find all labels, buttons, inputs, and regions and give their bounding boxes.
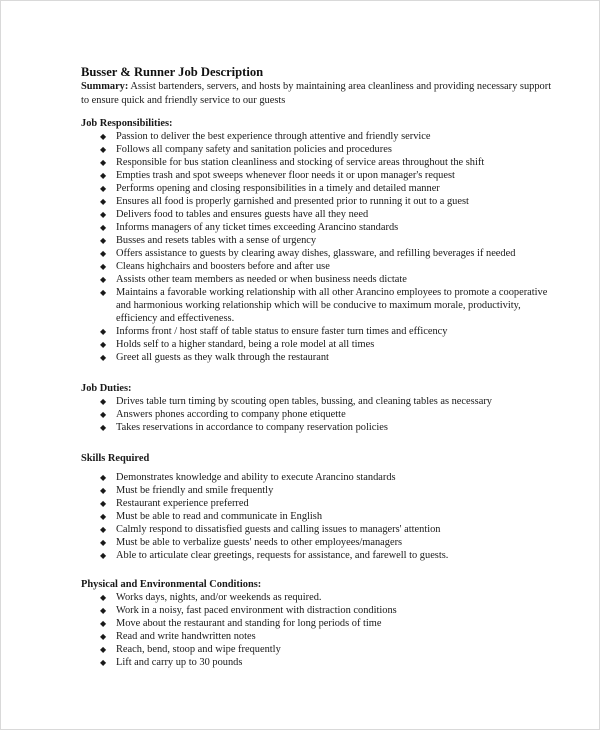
- list-item: [81, 536, 561, 549]
- list-item-text: Passion to deliver the best experience through attentive and friendly service: [116, 131, 431, 142]
- list-item: [81, 408, 561, 421]
- list-item: [81, 286, 561, 325]
- summary-paragraph: [81, 80, 561, 108]
- diamond-bullet-icon: ◆: [100, 197, 107, 206]
- list-item: [81, 604, 561, 617]
- list-item-text: Maintains a favorable working relationship with all other Arancino employees to promote a cooperative and harmonious working relationship which will be conducive to maximum morale, productivity, efficiency and effectiveness.: [116, 287, 548, 324]
- list-item-text: Read and write handwritten notes: [116, 631, 256, 642]
- list-item: [81, 273, 561, 286]
- list-item: [81, 247, 561, 260]
- list-item: [81, 130, 561, 143]
- diamond-bullet-icon: ◆: [100, 645, 107, 654]
- diamond-bullet-icon: ◆: [100, 525, 107, 534]
- diamond-bullet-icon: ◆: [100, 397, 107, 406]
- list-item-text: Must be able to verbalize guests' needs to other employees/managers: [116, 537, 403, 548]
- list-item-text: Ensures all food is properly garnished and presented prior to running it out to a guest: [116, 196, 469, 207]
- list-item: [81, 591, 561, 604]
- list-item: [81, 497, 561, 510]
- diamond-bullet-icon: ◆: [100, 619, 107, 628]
- list-item-text: Lift and carry up to 30 pounds: [116, 657, 243, 668]
- responsibilities-list: [81, 130, 561, 364]
- diamond-bullet-icon: ◆: [100, 551, 107, 560]
- list-item-text: Performs opening and closing responsibilities in a timely and detailed manner: [116, 183, 440, 194]
- list-item-text: Responsible for bus station cleanliness and stocking of service areas throughout the shift: [116, 157, 485, 168]
- diamond-bullet-icon: ◆: [100, 288, 107, 297]
- diamond-bullet-icon: ◆: [100, 423, 107, 432]
- section-heading: Job Responsibilities:: [81, 118, 173, 129]
- list-item: [81, 630, 561, 643]
- list-item: [81, 182, 561, 195]
- list-item-text: Offers assistance to guests by clearing away dishes, glassware, and refilling beverages if needed: [116, 248, 516, 259]
- document-title: Busser & Runner Job Description: [81, 65, 264, 79]
- list-item: [81, 234, 561, 247]
- diamond-bullet-icon: ◆: [100, 171, 107, 180]
- list-item: [81, 325, 561, 338]
- diamond-bullet-icon: ◆: [100, 606, 107, 615]
- list-item-text: Empties trash and spot sweeps whenever floor needs it or upon manager's request: [116, 170, 455, 181]
- list-item-text: Delivers food to tables and ensures guests have all they need: [116, 209, 369, 220]
- list-item: [81, 471, 561, 484]
- list-item-text: Cleans highchairs and boosters before and after use: [116, 261, 330, 272]
- diamond-bullet-icon: ◆: [100, 223, 107, 232]
- diamond-bullet-icon: ◆: [100, 512, 107, 521]
- diamond-bullet-icon: ◆: [100, 158, 107, 167]
- list-item: [81, 143, 561, 156]
- list-item: [81, 260, 561, 273]
- list-item-text: Answers phones according to company phone etiquette: [116, 409, 346, 420]
- list-item-text: Demonstrates knowledge and ability to execute Arancino standards: [116, 472, 396, 483]
- diamond-bullet-icon: ◆: [100, 262, 107, 271]
- list-item-text: Informs front / host staff of table status to ensure faster turn times and efficency: [116, 326, 448, 337]
- diamond-bullet-icon: ◆: [100, 145, 107, 154]
- diamond-bullet-icon: ◆: [100, 499, 107, 508]
- list-item-text: Work in a noisy, fast paced environment with distraction conditions: [116, 605, 397, 616]
- list-item: [81, 523, 561, 536]
- section-physical-conditions: [81, 578, 561, 669]
- diamond-bullet-icon: ◆: [100, 538, 107, 547]
- document-content: [81, 65, 561, 669]
- list-item: [81, 549, 561, 562]
- duties-list: [81, 395, 561, 434]
- list-item: [81, 156, 561, 169]
- list-item: [81, 510, 561, 523]
- diamond-bullet-icon: ◆: [100, 249, 107, 258]
- list-item-text: Works days, nights, and/or weekends as required.: [116, 592, 322, 603]
- section-job-duties: [81, 382, 561, 434]
- diamond-bullet-icon: ◆: [100, 275, 107, 284]
- list-item: [81, 617, 561, 630]
- list-item: [81, 395, 561, 408]
- diamond-bullet-icon: ◆: [100, 486, 107, 495]
- list-item: [81, 421, 561, 434]
- list-item-text: Must be friendly and smile frequently: [116, 485, 274, 496]
- list-item: [81, 338, 561, 351]
- list-item-text: Busses and resets tables with a sense of urgency: [116, 235, 317, 246]
- list-item: [81, 656, 561, 669]
- diamond-bullet-icon: ◆: [100, 132, 107, 141]
- section-heading: Job Duties:: [81, 383, 132, 394]
- list-item-text: Informs managers of any ticket times exceeding Arancino standards: [116, 222, 399, 233]
- list-item-text: Follows all company safety and sanitation policies and procedures: [116, 144, 392, 155]
- list-item-text: Assists other team members as needed or when business needs dictate: [116, 274, 407, 285]
- list-item-text: Greet all guests as they walk through the restaurant: [116, 352, 329, 363]
- conditions-list: [81, 591, 561, 669]
- list-item: [81, 169, 561, 182]
- list-item: [81, 484, 561, 497]
- section-heading: Skills Required: [81, 453, 150, 464]
- diamond-bullet-icon: ◆: [100, 473, 107, 482]
- list-item: [81, 195, 561, 208]
- list-item-text: Able to articulate clear greetings, requests for assistance, and farewell to guests.: [116, 550, 449, 561]
- list-item: [81, 643, 561, 656]
- diamond-bullet-icon: ◆: [100, 593, 107, 602]
- list-item-text: Drives table turn timing by scouting open tables, bussing, and cleaning tables as necessary: [116, 396, 492, 407]
- section-heading: Physical and Environmental Conditions:: [81, 579, 262, 590]
- diamond-bullet-icon: ◆: [100, 184, 107, 193]
- section-skills-required: [81, 452, 561, 562]
- diamond-bullet-icon: ◆: [100, 340, 107, 349]
- diamond-bullet-icon: ◆: [100, 410, 107, 419]
- list-item-text: Must be able to read and communicate in English: [116, 511, 323, 522]
- list-item-text: Reach, bend, stoop and wipe frequently: [116, 644, 281, 655]
- list-item: [81, 221, 561, 234]
- list-item-text: Restaurant experience preferred: [116, 498, 249, 509]
- list-item-text: Move about the restaurant and standing for long periods of time: [116, 618, 382, 629]
- diamond-bullet-icon: ◆: [100, 658, 107, 667]
- diamond-bullet-icon: ◆: [100, 210, 107, 219]
- summary-label: Summary:: [81, 81, 129, 92]
- list-item: [81, 351, 561, 364]
- diamond-bullet-icon: ◆: [100, 632, 107, 641]
- diamond-bullet-icon: ◆: [100, 353, 107, 362]
- list-item-text: Takes reservations in accordance to company reservation policies: [116, 422, 388, 433]
- diamond-bullet-icon: ◆: [100, 236, 107, 245]
- summary-text: Assist bartenders, servers, and hosts by maintaining area cleanliness and providing necessary support to ensure quick and friendly service to our guests: [81, 81, 552, 106]
- list-item: [81, 208, 561, 221]
- skills-list: [81, 471, 561, 562]
- diamond-bullet-icon: ◆: [100, 327, 107, 336]
- list-item-text: Holds self to a higher standard, being a role model at all times: [116, 339, 375, 350]
- section-job-responsibilities: [81, 117, 561, 364]
- list-item-text: Calmly respond to dissatisfied guests and calling issues to managers' attention: [116, 524, 441, 535]
